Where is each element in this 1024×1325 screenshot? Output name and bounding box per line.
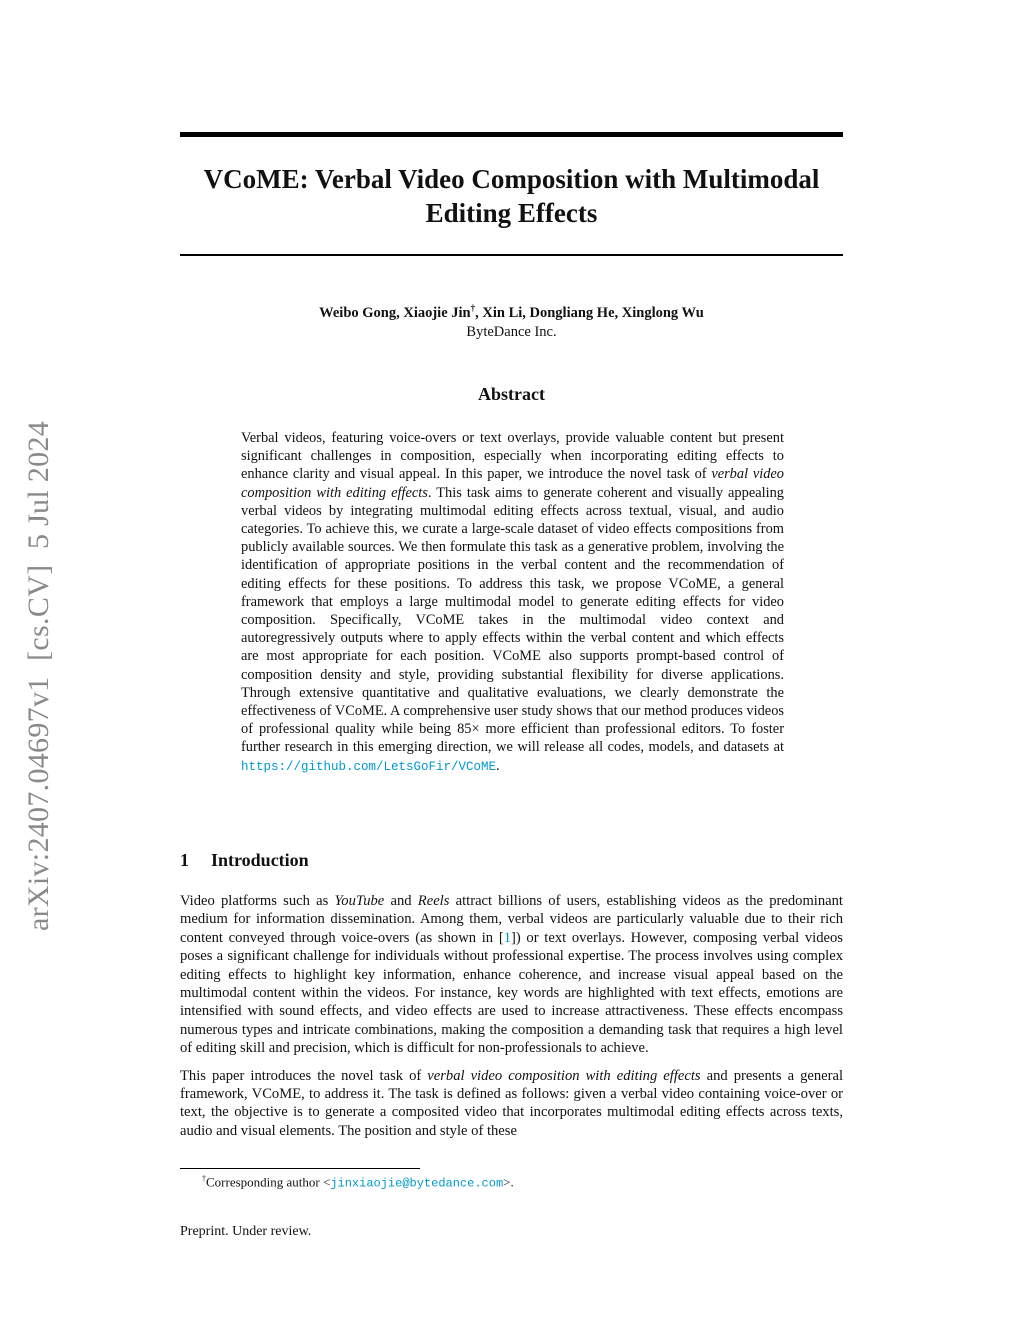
- youtube-mention: YouTube: [334, 893, 385, 909]
- footnote-rule: [180, 1168, 420, 1169]
- intro-p1-text-c: attract billions of users, establishing videos as the predominant medium for information dissemination. Among them, verbal videos are particularly valuable due to their rich content conveyed through voice-overs (as shown in [: [180, 893, 843, 946]
- abstract-end-period: .: [496, 757, 500, 774]
- reels-mention: Reels: [417, 893, 450, 909]
- intro-p1-text-d: ]) or text overlays. However, composing verbal videos poses a significant challenge for individuals without professional expertise. The process involves using complex editing effects to highlight key information, enhance coherence, and increase visual appeal based on the multimodal content within the videos. For instance, key words are highlighted with text effects, emotions are intensified with sound effects, and video effects are used to increase attractiveness. These effects encompass numerous types and intricate combinations, making the composition a demanding task that requires a high level of editing skill and precision, which is difficult for non-professionals to achieve.: [180, 929, 843, 1057]
- abstract-text-1: Verbal videos, featuring voice-overs or text overlays, provide valuable content but present significant challenges in composition, especially when incorporating editing effects to enhance clarity and visual appeal. In this paper, we introduce the novel task of: [241, 430, 784, 483]
- author-names: [180, 299, 843, 323]
- author-names-part-1: Weibo Gong, Xiaojie Jin: [319, 304, 471, 321]
- preprint-notice: Preprint. Under review.: [180, 1224, 312, 1239]
- footnote: [202, 1174, 514, 1190]
- intro-task-name: verbal video composition with editing effects: [427, 1067, 701, 1084]
- abstract-body: [241, 429, 784, 776]
- author-names-part-2: , Xin Li, Dongliang He, Xinglong Wu: [475, 304, 704, 321]
- intro-p2-text-a: This paper introduces the novel task of: [180, 1067, 428, 1084]
- paper-title: [180, 162, 843, 230]
- github-link[interactable]: https://github.com/LetsGoFir/VCoME: [241, 759, 497, 774]
- introduction-body: [180, 892, 843, 1149]
- footnote-mark: †: [202, 1174, 206, 1183]
- intro-paragraph-2: [180, 1067, 843, 1141]
- section-number: 1: [180, 850, 189, 870]
- intro-p1-text-a: Video platforms such as: [180, 893, 335, 909]
- corresponding-author-mark: †: [470, 303, 476, 313]
- title-bottom-rule: [180, 254, 843, 256]
- intro-p2-text-b: and presents a general framework, VCoME, to address it. The task is defined as follows: given a verbal video containing voice-over or text, the objective is to generate a composited video that incorporates multimodal editing effects across texts, audio and visual elements. The position and style of these: [180, 1067, 844, 1139]
- footnote-end: >.: [503, 1174, 514, 1190]
- abstract-text-2: . This task aims to generate coherent and visually appealing verbal videos by integrating multimodal editing effects across textual, visual, and audio categories. To achieve this, we curate a large-scale dataset of video effects compositions from publicly available sources. We then formulate this task as a generative problem, involving the identification of appropriate positions in the verbal content and the recommendation of editing effects for these positions. To address this task, we propose VCoME, a general framework that employs a large multimodal model to generate editing effects for video composition. Specifically, VCoME takes in the multimodal video context and autoregressively outputs where to apply effects within the verbal content and which effects are most appropriate for each position. VCoME also supports prompt-based control of composition density and style, providing substantial flexibility for diverse applications. Through extensive quantitative and qualitative evaluations, we clearly demonstrate the effectiveness of VCoME. A comprehensive user study shows that our method produces videos of professional quality while being 85× more efficient than professional editors. To foster further research in this emerging direction, we will release all codes, models, and datasets at: [241, 484, 784, 756]
- title-block: [180, 162, 843, 230]
- section-heading-introduction: [180, 850, 309, 871]
- email-link[interactable]: jinxiaojie@bytedance.com: [330, 1176, 504, 1191]
- affiliation: ByteDance Inc.: [466, 323, 557, 340]
- footnote-text: Corresponding author <: [206, 1174, 331, 1190]
- intro-paragraph-1: [180, 892, 843, 1058]
- arxiv-identifier: arXiv:2407.04697v1 [cs.CV] 5 Jul 2024: [22, 421, 55, 931]
- author-block: [180, 299, 843, 342]
- citation-link[interactable]: 1: [503, 929, 511, 946]
- intro-p1-text-b: and: [384, 893, 418, 909]
- paper-title-line-1: VCoME: Verbal Video Composition with Multimodal: [203, 164, 820, 194]
- section-title: Introduction: [211, 850, 309, 870]
- title-top-rule: [180, 132, 843, 137]
- abstract-task-name: verbal video composition with editing effects: [241, 466, 784, 501]
- paper-title-line-2: Editing Effects: [425, 198, 598, 228]
- abstract-heading: Abstract: [478, 384, 545, 404]
